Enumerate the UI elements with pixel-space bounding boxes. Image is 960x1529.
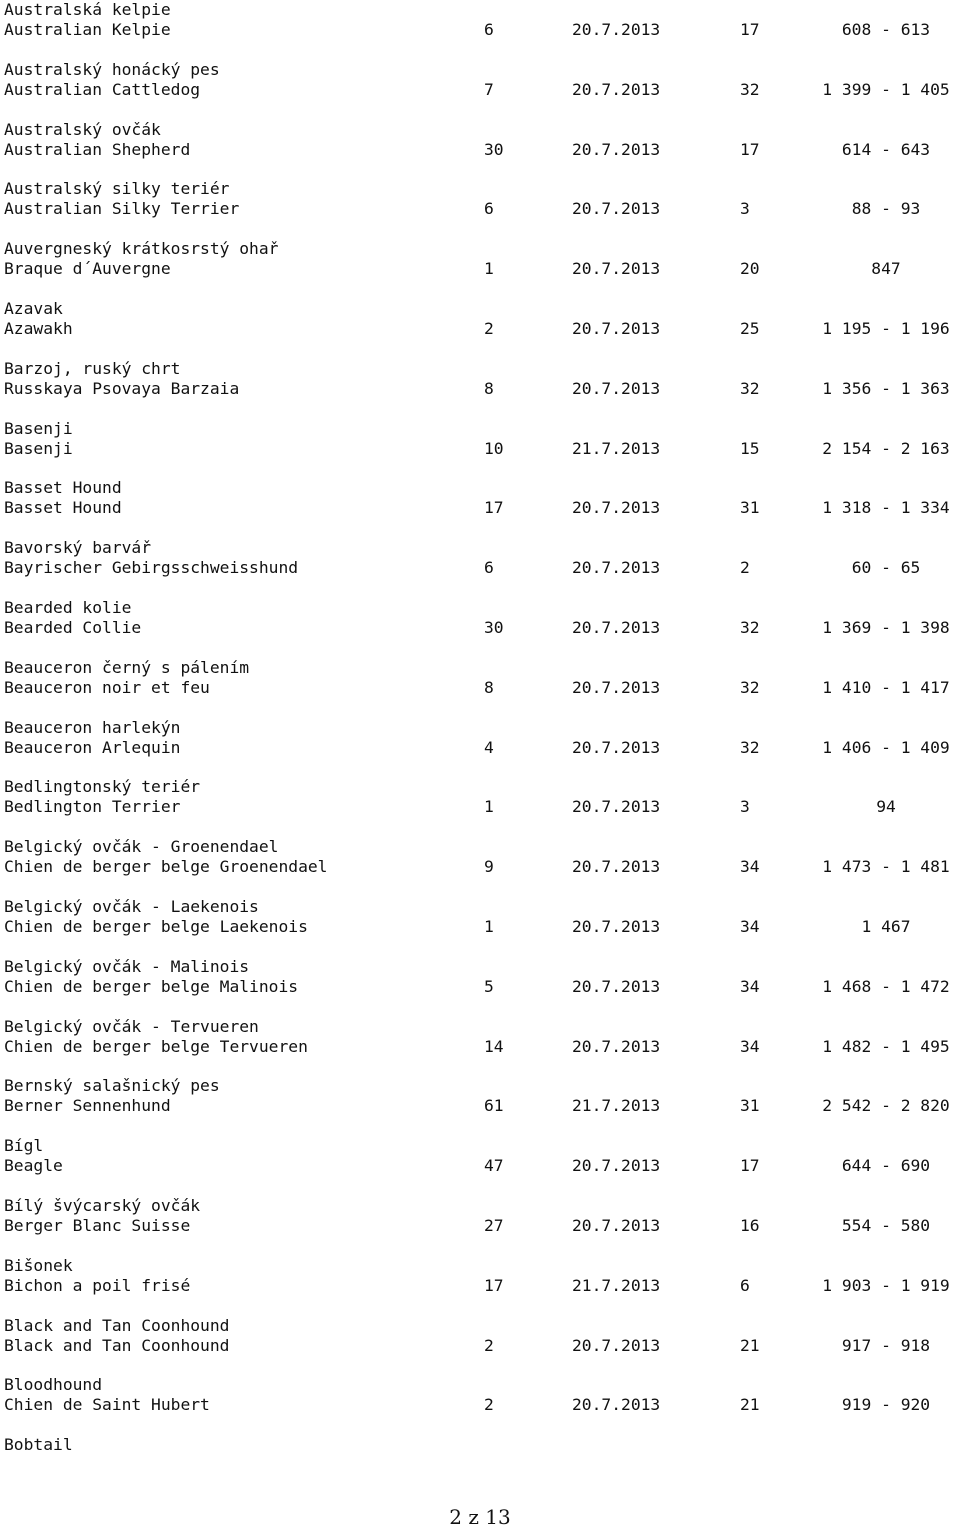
judging-date: 20.7.2013 — [572, 79, 661, 99]
catalog-numbers: 1 356 - 1 363 — [822, 378, 950, 398]
breed-name-czech: Bavorský barvář — [4, 538, 152, 558]
catalog-numbers: 919 - 920 — [841, 1395, 931, 1415]
breed-name-czech: Bobtail — [4, 1435, 73, 1455]
breed-name-original: Chien de berger belge Laekenois — [4, 916, 308, 936]
breed-name-original: Russkaya Psovaya Barzaia — [4, 378, 240, 398]
catalog-numbers: 608 - 613 — [841, 20, 931, 39]
breed-name-czech: Bišonek — [4, 1255, 73, 1275]
breed-name-czech: Belgický ovčák - Malinois — [4, 956, 250, 976]
catalog-numbers: 88 - 93 — [851, 199, 921, 219]
breed-name-original: Bayrischer Gebirgsschweisshund — [4, 558, 299, 578]
ring-number: 32 — [740, 617, 760, 637]
breed-name-original: Beagle — [4, 1156, 63, 1176]
breed-name-czech: Australský ovčák — [4, 119, 161, 139]
breed-name-original: Beauceron noir et feu — [4, 677, 210, 697]
entry-count: 1 — [484, 797, 494, 817]
judging-date: 20.7.2013 — [572, 1156, 661, 1176]
breed-entry — [4, 359, 956, 419]
breed-name-czech: Bígl — [4, 1136, 44, 1156]
breed-entry — [4, 1256, 956, 1316]
entry-count: 8 — [484, 677, 494, 697]
entry-count: 17 — [484, 498, 504, 518]
ring-number: 3 — [740, 797, 750, 817]
breed-name-czech: Australská kelpie — [4, 0, 171, 19]
breed-entry — [4, 239, 956, 299]
breed-name-czech: Australský honácký pes — [4, 59, 220, 79]
ring-number: 32 — [740, 378, 760, 398]
breed-entry — [4, 120, 956, 180]
ring-number: 32 — [740, 79, 760, 99]
entry-count: 5 — [484, 976, 494, 996]
breed-name-original: Braque d´Auvergne — [4, 259, 171, 279]
catalog-numbers: 1 468 - 1 472 — [822, 976, 950, 996]
breed-detail-row — [4, 140, 956, 160]
catalog-numbers: 554 - 580 — [841, 1215, 931, 1235]
breed-detail-row — [4, 80, 956, 100]
breed-entry — [4, 777, 956, 837]
breed-detail-row — [4, 917, 956, 937]
entry-count: 61 — [484, 1096, 504, 1116]
breed-detail-row — [4, 319, 956, 339]
ring-number: 20 — [740, 259, 760, 279]
judging-date: 20.7.2013 — [572, 1036, 661, 1056]
breed-name-original: Bedlington Terrier — [4, 797, 181, 817]
breed-entry — [4, 1017, 956, 1077]
breed-entry — [4, 837, 956, 897]
breed-entry — [4, 179, 956, 239]
breed-name-czech: Belgický ovčák - Groenendael — [4, 837, 279, 857]
catalog-numbers: 1 369 - 1 398 — [822, 617, 950, 637]
breed-entry — [4, 538, 956, 598]
breed-name-czech: Black and Tan Coonhound — [4, 1315, 230, 1335]
catalog-numbers: 1 473 - 1 481 — [822, 857, 950, 877]
judging-date: 20.7.2013 — [572, 139, 661, 159]
breed-entry — [4, 60, 956, 120]
breed-name-original: Chien de Saint Hubert — [4, 1395, 210, 1415]
catalog-numbers: 1 467 — [861, 916, 911, 936]
breed-name-czech: Basset Hound — [4, 478, 122, 498]
entry-count: 2 — [484, 1335, 494, 1355]
judging-date: 20.7.2013 — [572, 1335, 661, 1355]
breed-detail-row — [4, 618, 956, 638]
breed-name-original: Black and Tan Coonhound — [4, 1335, 230, 1355]
breed-name-czech: Belgický ovčák - Tervueren — [4, 1016, 259, 1036]
breed-entry — [4, 1136, 956, 1196]
ring-number: 17 — [740, 20, 760, 39]
ring-number: 21 — [740, 1335, 760, 1355]
breed-detail-row — [4, 738, 956, 758]
breed-name-czech: Bílý švýcarský ovčák — [4, 1195, 201, 1215]
entry-count: 47 — [484, 1156, 504, 1176]
judging-date: 20.7.2013 — [572, 677, 661, 697]
catalog-numbers: 644 - 690 — [841, 1156, 931, 1176]
breed-entry — [4, 718, 956, 778]
breed-name-original: Bichon a poil frisé — [4, 1275, 191, 1295]
breed-detail-row — [4, 857, 956, 877]
breed-name-czech: Bernský salašnický pes — [4, 1076, 220, 1096]
breed-name-czech: Bearded kolie — [4, 597, 132, 617]
entry-count: 6 — [484, 199, 494, 219]
breed-entry — [4, 299, 956, 359]
ring-number: 2 — [740, 558, 750, 578]
breed-detail-row — [4, 1037, 956, 1057]
ring-number: 34 — [740, 976, 760, 996]
page-number: 2 z 13 — [449, 1505, 511, 1529]
breed-name-czech: Bedlingtonský teriér — [4, 777, 201, 797]
breed-detail-row — [4, 558, 956, 578]
breed-detail-row — [4, 1216, 956, 1236]
entry-count: 6 — [484, 558, 494, 578]
breed-name-czech: Australský silky teriér — [4, 179, 230, 199]
breed-detail-row — [4, 1156, 956, 1176]
breed-name-original: Australian Kelpie — [4, 20, 171, 39]
ring-number: 15 — [740, 438, 760, 458]
catalog-numbers: 917 - 918 — [841, 1335, 931, 1355]
breed-detail-row — [4, 678, 956, 698]
breed-name-original: Basenji — [4, 438, 73, 458]
breed-detail-row — [4, 259, 956, 279]
judging-date: 20.7.2013 — [572, 617, 661, 637]
judging-date: 20.7.2013 — [572, 20, 661, 39]
breed-name-original: Basset Hound — [4, 498, 122, 518]
judging-date: 20.7.2013 — [572, 318, 661, 338]
entry-count: 9 — [484, 857, 494, 877]
breed-detail-row — [4, 977, 956, 997]
breed-entry — [4, 598, 956, 658]
entry-count: 30 — [484, 139, 504, 159]
breed-entry — [4, 658, 956, 718]
judging-date: 20.7.2013 — [572, 259, 661, 279]
breed-name-original: Beauceron Arlequin — [4, 737, 181, 757]
judging-date: 20.7.2013 — [572, 1395, 661, 1415]
entry-count: 2 — [484, 1395, 494, 1415]
breed-name-czech: Beauceron černý s pálením — [4, 657, 250, 677]
catalog-numbers: 847 — [871, 259, 901, 279]
breed-detail-row — [4, 1276, 956, 1296]
breed-name-original: Berner Sennenhund — [4, 1096, 171, 1116]
judging-date: 20.7.2013 — [572, 498, 661, 518]
breed-name-original: Chien de berger belge Tervueren — [4, 1036, 308, 1056]
judging-date: 21.7.2013 — [572, 438, 661, 458]
breed-name-czech: Auvergneský krátkosrstý ohař — [4, 239, 279, 259]
breed-name-czech: Beauceron harlekýn — [4, 717, 181, 737]
entry-count: 8 — [484, 378, 494, 398]
catalog-numbers: 1 195 - 1 196 — [822, 318, 950, 338]
breed-name-original: Australian Cattledog — [4, 79, 201, 99]
breed-name-original: Azawakh — [4, 318, 73, 338]
entry-count: 1 — [484, 916, 494, 936]
judging-date: 20.7.2013 — [572, 378, 661, 398]
breed-entry — [4, 897, 956, 957]
catalog-numbers: 94 — [876, 797, 896, 817]
catalog-numbers: 60 - 65 — [851, 558, 921, 578]
ring-number: 32 — [740, 737, 760, 757]
catalog-numbers: 1 399 - 1 405 — [822, 79, 950, 99]
ring-number: 34 — [740, 1036, 760, 1056]
breed-detail-row — [4, 1395, 956, 1415]
catalog-numbers: 1 406 - 1 409 — [822, 737, 950, 757]
catalog-numbers: 614 - 643 — [841, 139, 931, 159]
breed-name-original: Berger Blanc Suisse — [4, 1215, 191, 1235]
judging-date: 20.7.2013 — [572, 1215, 661, 1235]
ring-number: 16 — [740, 1215, 760, 1235]
ring-number: 6 — [740, 1275, 750, 1295]
breed-entry — [4, 1435, 956, 1495]
breed-name-original: Australian Silky Terrier — [4, 199, 240, 219]
entry-count: 10 — [484, 438, 504, 458]
ring-number: 25 — [740, 318, 760, 338]
breed-name-original: Bearded Collie — [4, 617, 142, 637]
catalog-numbers: 1 410 - 1 417 — [822, 677, 950, 697]
judging-date: 20.7.2013 — [572, 558, 661, 578]
ring-number: 3 — [740, 199, 750, 219]
entry-count: 2 — [484, 318, 494, 338]
breed-entry — [4, 1375, 956, 1435]
judging-date: 20.7.2013 — [572, 976, 661, 996]
breed-entry — [4, 0, 956, 60]
breed-list — [4, 0, 956, 1495]
breed-entry — [4, 419, 956, 479]
breed-entry — [4, 478, 956, 538]
breed-detail-row — [4, 1336, 956, 1356]
breed-name-czech: Basenji — [4, 418, 73, 438]
ring-number: 34 — [740, 857, 760, 877]
breed-name-czech: Barzoj, ruský chrt — [4, 358, 181, 378]
breed-detail-row — [4, 199, 956, 219]
entry-count: 6 — [484, 20, 494, 39]
catalog-numbers: 1 903 - 1 919 — [822, 1275, 950, 1295]
ring-number: 17 — [740, 1156, 760, 1176]
breed-detail-row — [4, 439, 956, 459]
breed-detail-row — [4, 379, 956, 399]
ring-number: 34 — [740, 916, 760, 936]
breed-entry — [4, 1196, 956, 1256]
catalog-numbers: 1 482 - 1 495 — [822, 1036, 950, 1056]
judging-date: 20.7.2013 — [572, 737, 661, 757]
judging-date: 20.7.2013 — [572, 916, 661, 936]
entry-count: 17 — [484, 1275, 504, 1295]
catalog-numbers: 2 542 - 2 820 — [822, 1096, 950, 1116]
breed-name-czech: Belgický ovčák - Laekenois — [4, 896, 259, 916]
entry-count: 14 — [484, 1036, 504, 1056]
ring-number: 32 — [740, 677, 760, 697]
breed-detail-row — [4, 1096, 956, 1116]
judging-date: 20.7.2013 — [572, 857, 661, 877]
entry-count: 30 — [484, 617, 504, 637]
judging-date: 20.7.2013 — [572, 797, 661, 817]
breed-entry — [4, 1076, 956, 1136]
ring-number: 31 — [740, 498, 760, 518]
ring-number: 31 — [740, 1096, 760, 1116]
ring-number: 21 — [740, 1395, 760, 1415]
breed-name-czech: Azavak — [4, 298, 63, 318]
catalog-numbers: 1 318 - 1 334 — [822, 498, 950, 518]
catalog-numbers: 2 154 - 2 163 — [822, 438, 950, 458]
judging-date: 20.7.2013 — [572, 199, 661, 219]
breed-name-original: Chien de berger belge Groenendael — [4, 857, 328, 877]
breed-entry — [4, 957, 956, 1017]
breed-detail-row — [4, 797, 956, 817]
judging-date: 21.7.2013 — [572, 1275, 661, 1295]
breed-detail-row — [4, 498, 956, 518]
breed-name-original: Chien de berger belge Malinois — [4, 976, 299, 996]
entry-count: 27 — [484, 1215, 504, 1235]
judging-date: 21.7.2013 — [572, 1096, 661, 1116]
entry-count: 4 — [484, 737, 494, 757]
breed-entry — [4, 1316, 956, 1376]
breed-name-czech: Bloodhound — [4, 1375, 103, 1395]
breed-detail-row — [4, 20, 956, 40]
breed-name-original: Australian Shepherd — [4, 139, 191, 159]
entry-count: 7 — [484, 79, 494, 99]
ring-number: 17 — [740, 139, 760, 159]
entry-count: 1 — [484, 259, 494, 279]
